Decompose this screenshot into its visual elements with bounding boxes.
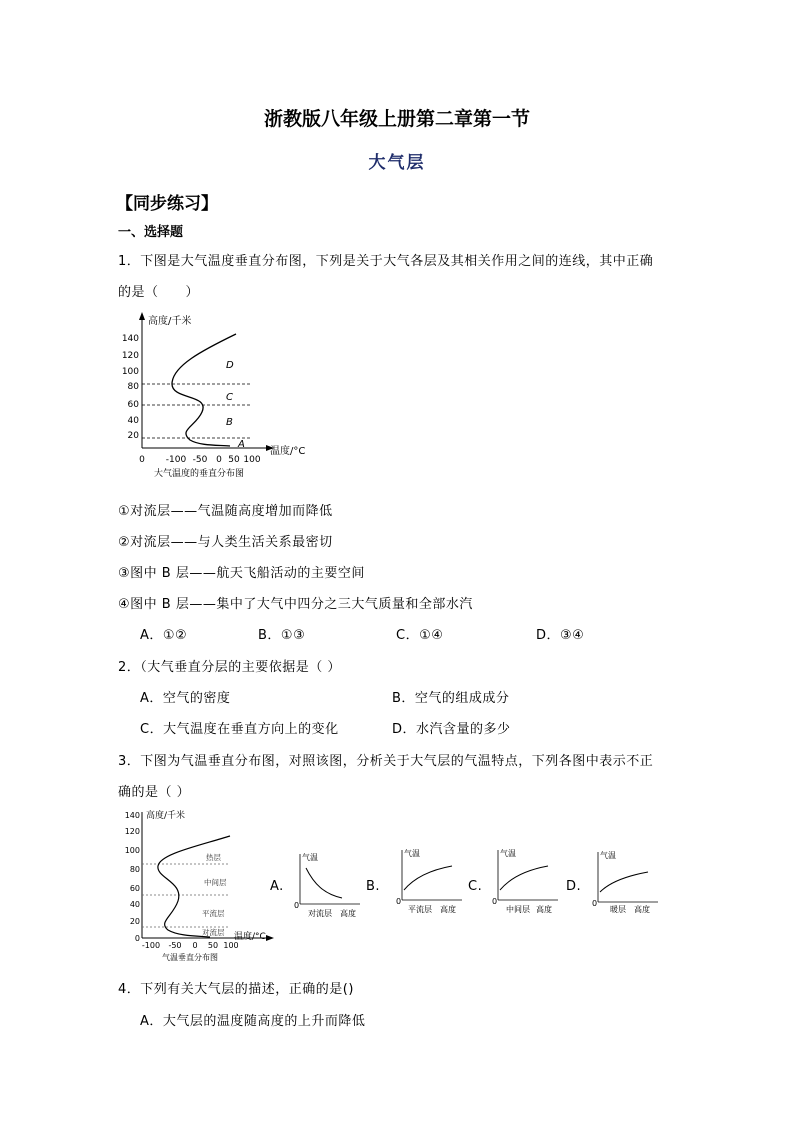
q2-option-b: B．空气的组成成分 bbox=[392, 691, 510, 706]
document-subtitle: 大气层 bbox=[368, 153, 426, 173]
q1-stem-line1: 1．下图是大气温度垂直分布图，下列是关于大气各层及其相关作用之间的连线，其中正确 bbox=[118, 254, 654, 269]
q3-d-ylabel: 气温 bbox=[600, 851, 616, 860]
q3-ytick: 140 bbox=[124, 811, 140, 820]
q1-chart-ylabel: 高度/千米 bbox=[148, 316, 192, 327]
q3-option-a-chart bbox=[290, 848, 368, 920]
q2-option-c: C．大气温度在垂直方向上的变化 bbox=[140, 722, 339, 737]
q3-a-xlabel-height: 高度 bbox=[340, 909, 356, 918]
q3-ytick: 20 bbox=[129, 917, 140, 926]
q1-xtick: 50 bbox=[228, 455, 240, 465]
q3-d-xlabel-layer: 暖层 bbox=[610, 905, 626, 914]
q2-stem: 2．（大气垂直分层的主要依据是（ ） bbox=[118, 660, 341, 675]
q3-option-b-chart bbox=[392, 844, 470, 916]
q3-option-d-letter: D. bbox=[566, 879, 582, 894]
q1-ytick: 120 bbox=[121, 351, 139, 361]
q1-option-b: B．①③ bbox=[258, 628, 306, 643]
q3-ytick: 0 bbox=[134, 934, 140, 943]
q2-option-a: A．空气的密度 bbox=[140, 691, 231, 706]
q3-option-a-letter: A. bbox=[270, 879, 284, 894]
q3-b-xlabel-layer: 平流层 bbox=[408, 905, 432, 914]
q1-ytick: 80 bbox=[127, 382, 139, 392]
q1-chart-caption: 大气温度的垂直分布图 bbox=[154, 469, 245, 479]
q3-b-xlabel-height: 高度 bbox=[440, 905, 456, 914]
q3-c-xlabel-layer: 中间层 bbox=[506, 905, 530, 914]
q1-statement-1: ①对流层——气温随高度增加而降低 bbox=[118, 504, 333, 519]
q3-option-b-letter: B. bbox=[366, 879, 381, 894]
q1-xtick: -50 bbox=[192, 455, 208, 465]
q3-stem-line2: 确的是（ ） bbox=[118, 785, 191, 800]
q1-ytick: 140 bbox=[121, 334, 139, 344]
q1-ytick: 100 bbox=[121, 367, 139, 377]
q1-option-d: D．③④ bbox=[536, 628, 585, 643]
q3-xtick: -50 bbox=[168, 941, 182, 950]
q1-statement-4: ④图中 B 层——集中了大气中四分之三大气质量和全部水汽 bbox=[118, 597, 473, 612]
q3-a-origin: 0 bbox=[294, 901, 300, 910]
q1-xtick: -100 bbox=[165, 455, 187, 465]
q1-layer-label-c: C bbox=[226, 392, 233, 403]
q1-layer-label-d: D bbox=[226, 360, 234, 371]
q3-chart-caption: 气温垂直分布图 bbox=[162, 953, 218, 962]
q4-stem: 4．下列有关大气层的描述，正确的是() bbox=[118, 982, 354, 997]
q3-stem-line1: 3．下图为气温垂直分布图，对照该图，分析关于大气层的气温特点，下列各图中表示不正 bbox=[118, 754, 654, 769]
q1-ytick: 60 bbox=[127, 400, 139, 410]
q1-xtick: 0 bbox=[216, 455, 222, 465]
q3-b-ylabel: 气温 bbox=[404, 849, 420, 858]
q3-c-origin: 0 bbox=[492, 897, 498, 906]
q1-xtick: 0 bbox=[139, 455, 145, 465]
q3-b-origin: 0 bbox=[396, 897, 402, 906]
q3-ytick: 120 bbox=[124, 827, 140, 836]
q3-d-origin: 0 bbox=[592, 899, 598, 908]
q1-layer-label-a: A bbox=[238, 439, 245, 450]
q3-xtick: 50 bbox=[207, 941, 219, 950]
q1-statement-2: ②对流层——与人类生活关系最密切 bbox=[118, 535, 333, 550]
q3-ytick: 100 bbox=[124, 846, 140, 855]
q1-statement-3: ③图中 B 层——航天飞船活动的主要空间 bbox=[118, 566, 365, 581]
q3-option-c-letter: C. bbox=[468, 879, 483, 894]
document-title: 浙教版八年级上册第二章第一节 bbox=[263, 108, 530, 130]
q3-xtick: 0 bbox=[192, 941, 198, 950]
q3-layer-thermosphere: 热层 bbox=[206, 853, 221, 862]
section-heading: 【同步练习】 bbox=[116, 194, 218, 214]
q1-stem-line2: 的是（ ） bbox=[118, 285, 200, 300]
q3-layer-troposphere: 对流层 bbox=[202, 928, 225, 937]
q3-ytick: 60 bbox=[129, 884, 140, 893]
q3-c-ylabel: 气温 bbox=[500, 849, 516, 858]
q3-temperature-chart bbox=[118, 806, 290, 966]
q3-a-ylabel: 气温 bbox=[302, 853, 318, 862]
q1-ytick: 40 bbox=[127, 416, 139, 426]
q3-layer-mesosphere: 中间层 bbox=[204, 878, 227, 887]
q3-layer-stratosphere: 平流层 bbox=[202, 909, 225, 918]
q3-d-xlabel-height: 高度 bbox=[634, 905, 650, 914]
q1-ytick: 20 bbox=[127, 431, 139, 441]
q3-xtick: -100 bbox=[141, 941, 161, 950]
q3-option-c-chart bbox=[488, 844, 566, 916]
q4-option-a: A．大气层的温度随高度的上升而降低 bbox=[140, 1014, 366, 1029]
q2-option-d: D．水汽含量的多少 bbox=[392, 722, 511, 737]
q1-chart-xlabel: 温度/°C bbox=[270, 446, 306, 457]
q1-xtick: 100 bbox=[243, 455, 261, 465]
q1-layer-label-b: B bbox=[226, 417, 233, 428]
q3-xtick: 100 bbox=[223, 941, 239, 950]
q3-ytick: 80 bbox=[129, 865, 140, 874]
q3-ytick: 40 bbox=[129, 900, 140, 909]
q3-option-d-chart bbox=[588, 846, 666, 918]
q1-temperature-chart bbox=[118, 308, 318, 484]
q3-c-xlabel-height: 高度 bbox=[536, 905, 552, 914]
part-heading: 一、选择题 bbox=[118, 225, 184, 240]
q1-option-a: A．①② bbox=[140, 628, 188, 643]
q1-option-c: C．①④ bbox=[396, 628, 444, 643]
q3-chart-ylabel: 高度/千米 bbox=[146, 811, 186, 821]
q3-chart-xlabel: 温度/°C bbox=[234, 932, 266, 942]
q3-a-xlabel-layer: 对流层 bbox=[308, 909, 332, 918]
